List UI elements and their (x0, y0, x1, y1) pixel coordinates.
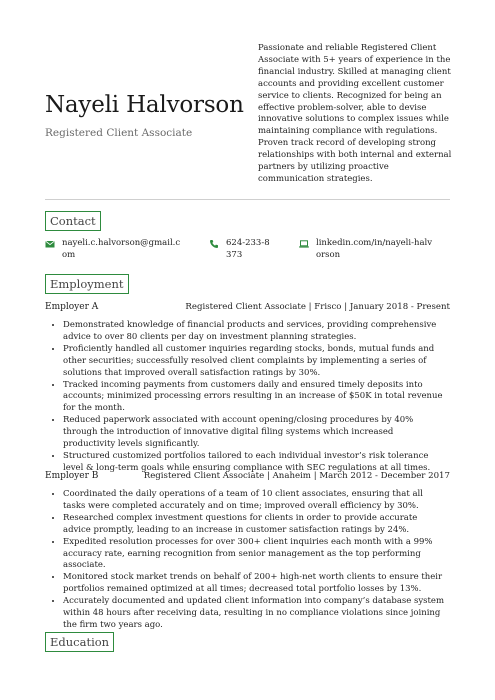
list-item: • Expedited resolution processes for over 300+ client inquiries each month with a 99% accuracy rate, earning recognition from senior management as the top performing associate. (63, 537, 447, 573)
contact-phone-text: 624-233-8373 (226, 238, 270, 260)
list-item: • Coordinated the daily operations of a team of 10 client associates, ensuring that all tasks were completed accurately and on time; improved overall efficiency by 30%. (63, 489, 447, 513)
list-item: • Reduced paperwork associated with account opening/closing procedures by 40% through the introduction of innovative digital filing systems which increased productivity levels significantly. (63, 415, 447, 451)
employer-meta: Registered Client Associate | Frisco | January 2018 - Present (185, 302, 450, 312)
candidate-role-title: Registered Client Associate (45, 127, 193, 139)
employer-meta: Registered Client Associate | Anaheim | March 2012 - December 2017 (143, 471, 450, 481)
laptop-icon (299, 239, 309, 249)
employment-heading: Employment (45, 274, 129, 294)
list-item: • Accurately documented and updated client information into company’s database system within 48 hours after receiving data, resulting in no compliance violations since joining the firm two years ago. (63, 596, 447, 632)
employer-bullets (45, 320, 447, 475)
list-item: • Demonstrated knowledge of financial products and services, providing comprehensive advice to over 80 clients per day on investment planning strategies. (63, 320, 447, 344)
contact-email-text: nayeli.c.halvorson@gmail.com (62, 238, 181, 260)
envelope-icon (45, 239, 55, 249)
list-item: • Proficiently handled all customer inquiries regarding stocks, bonds, mutual funds and other securities; successfully resolved client complaints by implementing a series of solutions that improved overall satisfaction ratings by 30%. (63, 344, 447, 380)
contact-linkedin[interactable] (316, 237, 436, 261)
employer-name: Employer B (45, 471, 99, 481)
contact-email[interactable] (62, 237, 184, 261)
list-item: • Structured customized portfolios tailored to each individual investor’s risk tolerance level & long-term goals while ensuring compliance with SEC regulations at all times. (63, 451, 447, 475)
list-item: • Researched complex investment questions for clients in order to provide accurate advice promptly, leading to an increase in customer satisfaction ratings by 24%. (63, 513, 447, 537)
employer-name: Employer A (45, 302, 99, 312)
candidate-name: Nayeli Halvorson (45, 92, 244, 118)
education-heading: Education (45, 632, 114, 652)
professional-summary: Passionate and reliable Registered Client Associate with 5+ years of experience in the financial industry. Skilled at managing client accounts and providing excellent customer service to clients. Recognized for being an effective problem-solver, able to devise innovative solutions to complex issues while maintaining compliance with regulations. Proven track record of developing strong relationships with both internal and external partners by utilizing proactive communication strategies. (258, 43, 452, 184)
contact-phone[interactable] (226, 237, 270, 261)
employer-bullets (45, 489, 447, 632)
contact-linkedin-text: linkedin.com/in/nayeli-halvorson (316, 238, 433, 260)
phone-icon (209, 239, 219, 249)
contact-heading: Contact (45, 211, 101, 231)
list-item: • Tracked incoming payments from customers daily and ensured timely deposits into accounts; minimized processing errors resulting in an increase of $50K in total revenue for the month. (63, 380, 447, 416)
header-divider (45, 199, 450, 200)
list-item: • Monitored stock market trends on behalf of 200+ high-net worth clients to ensure their portfolios remained optimized at all times; decreased total portfolio losses by 13%. (63, 572, 447, 596)
